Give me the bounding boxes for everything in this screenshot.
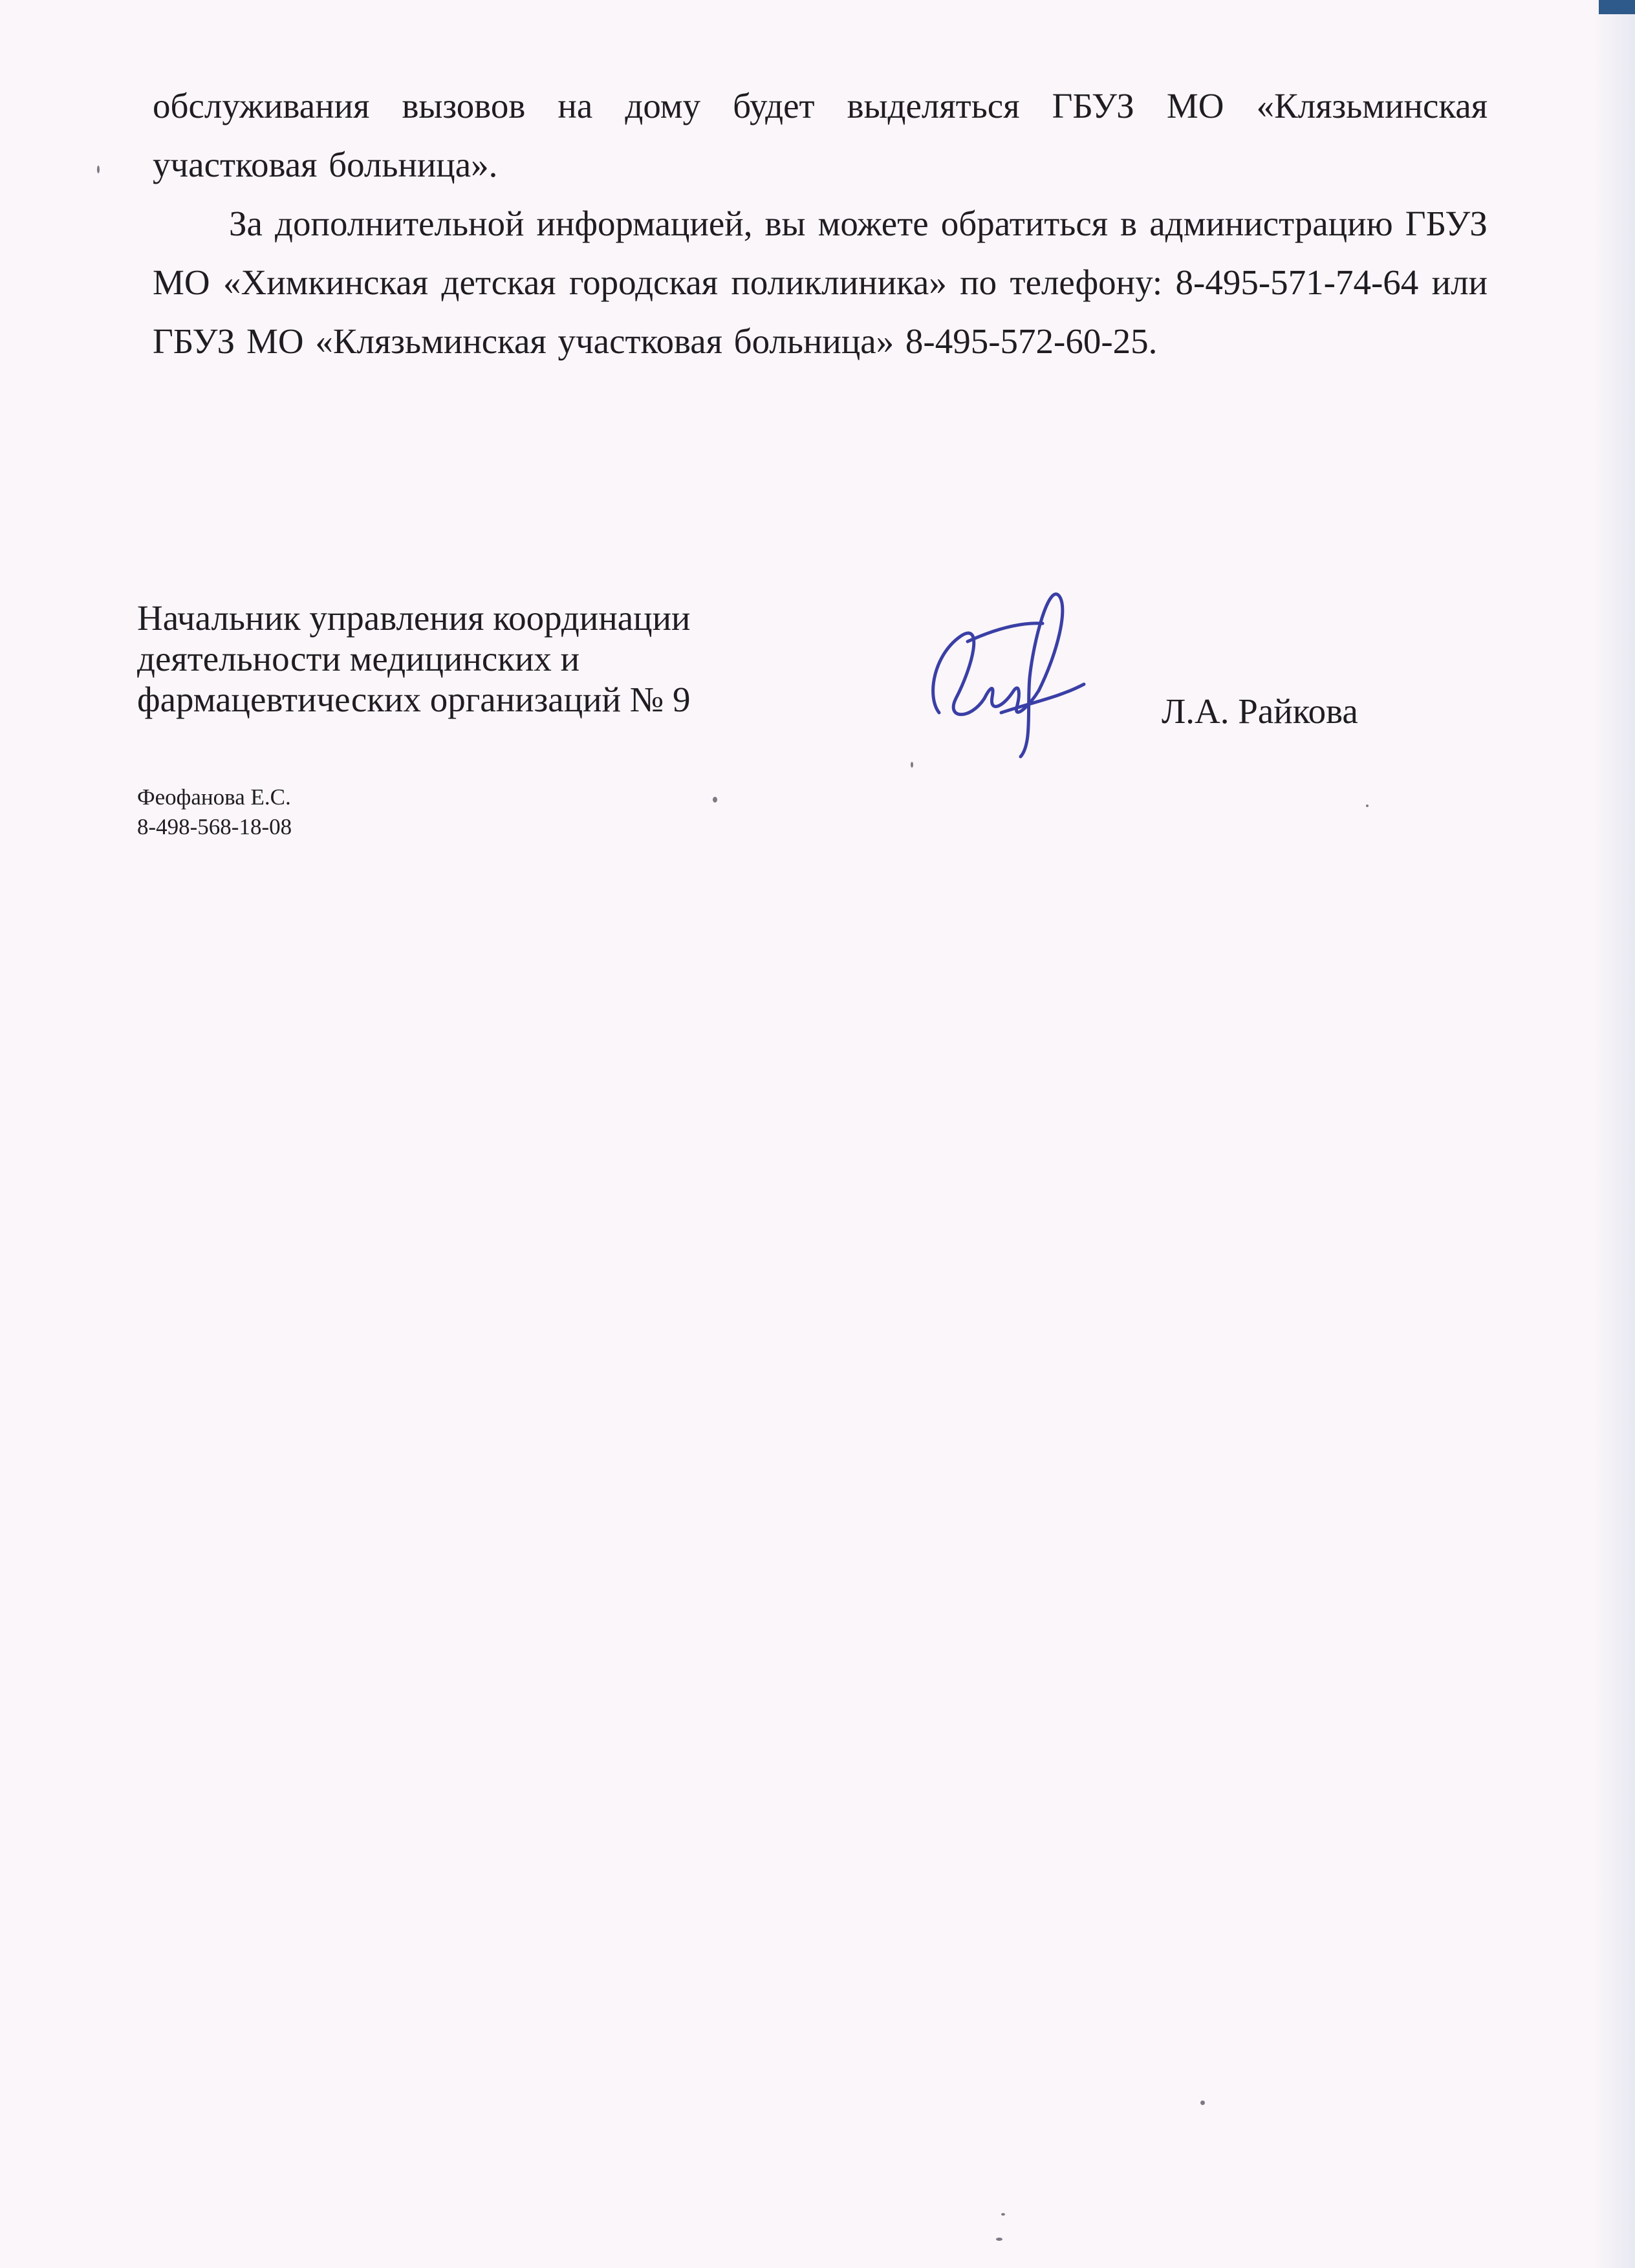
scan-speck — [713, 797, 717, 803]
handwritten-signature — [905, 569, 1087, 763]
signatory-position-line-3: фармацевтических организаций № 9 — [137, 680, 691, 719]
letter-paragraph-2: За дополнительной информацией, вы можете обратиться в администрацию ГБУЗ МО «Химкинская детская городская поликлиника» по телефону: 8-495-571-74-64 или ГБУЗ МО «Клязьминская участковая больница» 8-495-572-60-25. — [153, 204, 1488, 361]
scan-speck — [1200, 2101, 1205, 2105]
signatory-position-line-2: деятельности медицинских и — [137, 639, 580, 678]
scan-speck — [1366, 805, 1369, 807]
signatory-position — [137, 598, 690, 720]
letter-paragraph-1: обслуживания вызовов на дому будет выделяться ГБУЗ МО «Клязьминская участковая больница». — [153, 86, 1488, 184]
scan-edge-shadow — [1594, 0, 1635, 2268]
scan-speck — [996, 2238, 1002, 2241]
scan-speck — [1001, 2213, 1005, 2216]
executor-contact — [137, 783, 292, 842]
scan-speck — [911, 762, 913, 768]
executor-name: Феофанова Е.С. — [137, 784, 291, 810]
scan-corner-mark — [1599, 0, 1635, 14]
scan-speck — [97, 166, 100, 173]
letter-body — [153, 76, 1488, 371]
signatory-position-line-1: Начальник управления координации — [137, 598, 691, 638]
executor-phone: 8-498-568-18-08 — [137, 814, 292, 839]
signatory-name: Л.А. Райкова — [1162, 691, 1358, 731]
